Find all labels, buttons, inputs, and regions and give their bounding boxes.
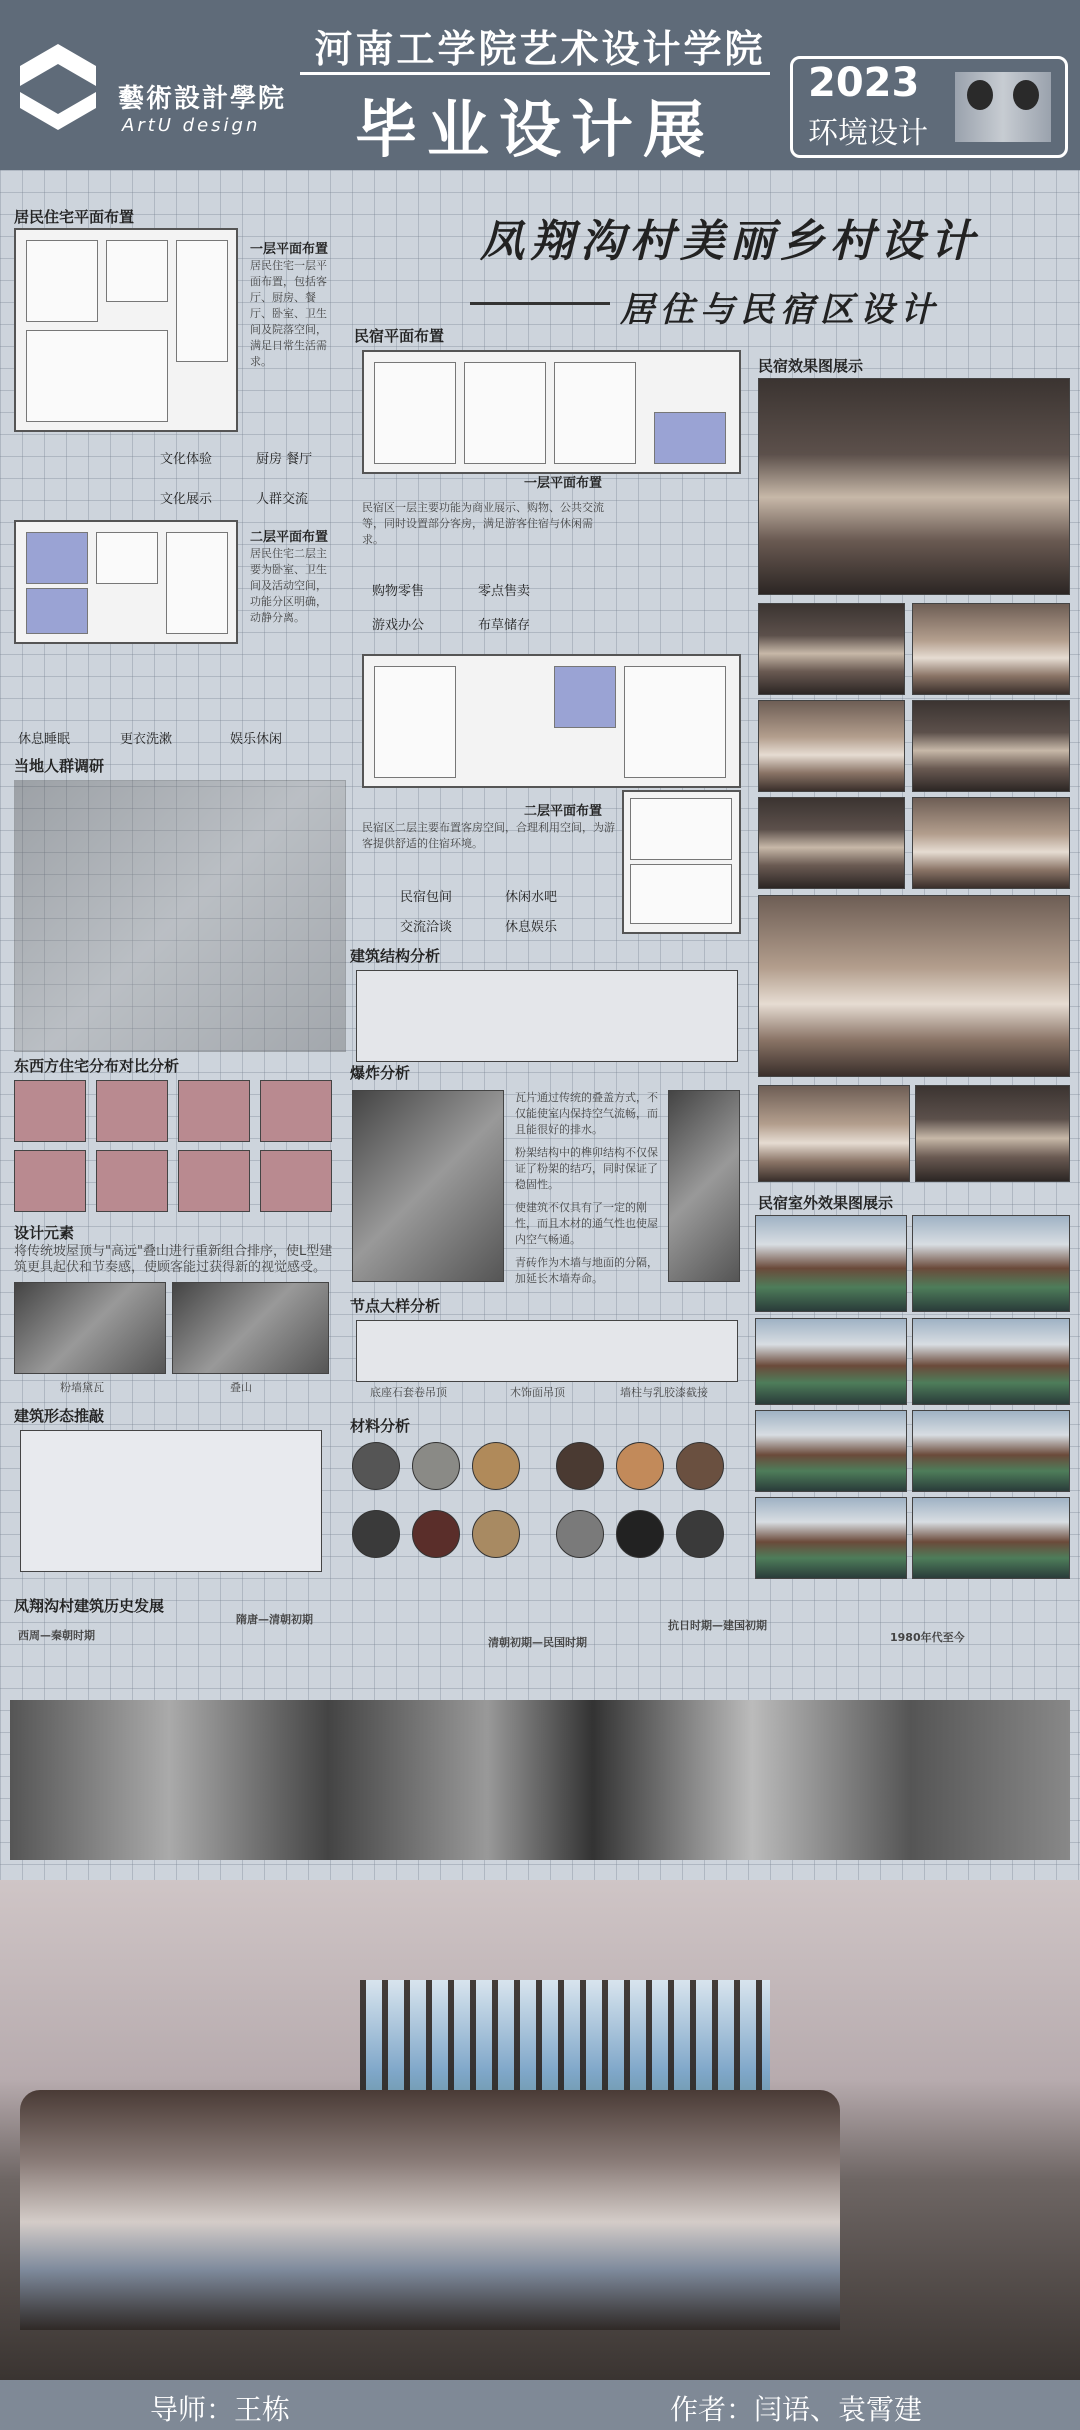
node-label-1: 底座石套卷吊顶 xyxy=(370,1386,447,1399)
residence-floor1-title: 一层平面布置 xyxy=(250,242,329,257)
outdoor-render-6 xyxy=(912,1410,1070,1492)
material-swatch-11 xyxy=(616,1510,664,1558)
outdoor-render-8 xyxy=(912,1497,1070,1579)
header-banner xyxy=(0,0,1080,170)
node-diagram xyxy=(356,1320,738,1382)
college-name: 藝術設計學院 xyxy=(118,84,287,114)
section-outdoor-render: 民宿室外效果图展示 xyxy=(758,1194,894,1212)
history-period-3: 清朝初期—民国时期 xyxy=(488,1636,587,1649)
residence-floor1-plan xyxy=(14,228,238,432)
homestay-floor1-title: 一层平面布置 xyxy=(524,476,603,491)
residence-floor2-text: 居民住宅二层主要为卧室、卫生间及活动空间，功能分区明确，动静分离。 xyxy=(250,547,327,624)
homestay-floor2-title: 二层平面布置 xyxy=(524,804,603,819)
explode-note-1: 瓦片通过传统的叠盖方式，不仅能使室内保持空气流畅，而且能很好的排水。 xyxy=(515,1091,658,1136)
survey-chart xyxy=(14,780,346,1052)
outdoor-render-7 xyxy=(755,1497,907,1579)
section-homestay-plan: 民宿平面布置 xyxy=(354,327,445,345)
map-4 xyxy=(260,1080,332,1142)
kitchen-icon: 厨房 餐厅 xyxy=(256,452,313,467)
map-8 xyxy=(260,1150,332,1212)
history-period-2: 隋唐—清朝初期 xyxy=(236,1613,313,1626)
section-history: 凤翔沟村建筑历史发展 xyxy=(14,1597,165,1615)
material-swatch-2 xyxy=(412,1442,460,1490)
form-diagram xyxy=(20,1430,322,1572)
year: 2023 xyxy=(808,60,920,106)
render-thumb-8 xyxy=(915,1085,1070,1182)
shopping-icon: 购物零售 xyxy=(372,584,425,599)
residence-floor2-title: 二层平面布置 xyxy=(250,530,329,545)
sleep-icon: 休息睡眠 xyxy=(18,732,71,747)
map-7 xyxy=(178,1150,250,1212)
history-period-5: 1980年代至今 xyxy=(890,1631,965,1644)
material-swatch-9 xyxy=(472,1510,520,1558)
authors-photo xyxy=(955,72,1051,142)
section-residence-plan: 居民住宅平面布置 xyxy=(14,208,135,226)
ink-mountain-image xyxy=(172,1282,329,1374)
authors: 作者：闫语、袁霄建 xyxy=(670,2393,923,2426)
project-subtitle: 居住与民宿区设计 xyxy=(620,290,940,330)
material-swatch-8 xyxy=(412,1510,460,1558)
meeting-icon: 交流洽谈 xyxy=(400,920,453,935)
school-title: 河南工学院艺术设计学院 xyxy=(314,27,766,71)
render-bedroom-2 xyxy=(758,895,1070,1077)
section-homestay-render: 民宿效果图展示 xyxy=(758,357,864,375)
hero-bed xyxy=(20,2090,840,2330)
material-swatch-5 xyxy=(616,1442,664,1490)
outdoor-render-4 xyxy=(912,1318,1070,1405)
map-6 xyxy=(96,1150,168,1212)
explode-note-3: 使建筑不仅具有了一定的刚性，而且木材的通气性也使屋内空气畅通。 xyxy=(515,1201,658,1246)
leisure-icon: 娱乐休闲 xyxy=(230,732,283,747)
render-thumb-1 xyxy=(758,603,905,695)
outdoor-render-3 xyxy=(755,1318,907,1405)
node-label-2: 木饰面吊顶 xyxy=(510,1386,565,1399)
retail-icon: 零点售卖 xyxy=(478,584,531,599)
outdoor-render-1 xyxy=(755,1215,907,1312)
ink-roof-image xyxy=(14,1282,166,1374)
college-logo xyxy=(18,42,98,132)
section-structure: 建筑结构分析 xyxy=(350,947,441,965)
section-design-elements: 设计元素 xyxy=(14,1224,75,1242)
title-dash xyxy=(470,302,610,305)
material-swatch-12 xyxy=(676,1510,724,1558)
material-swatch-7 xyxy=(352,1510,400,1558)
material-swatch-10 xyxy=(556,1510,604,1558)
render-bedroom-1 xyxy=(758,378,1070,595)
design-text: 将传统坡屋顶与"高远"叠山进行重新组合排序，使L型建筑更具起伏和节奏感，使顾客能过获得新的视觉感受。 xyxy=(14,1244,333,1275)
outdoor-render-5 xyxy=(755,1410,907,1492)
exhibition-title: 毕业设计展 xyxy=(354,93,715,166)
storage-icon: 布草储存 xyxy=(478,618,531,633)
people-exchange-icon: 人群交流 xyxy=(256,492,309,507)
section-explode: 爆炸分析 xyxy=(350,1064,411,1082)
culture-display-icon: 文化展示 xyxy=(160,492,213,507)
design-label-2: 叠山 xyxy=(230,1381,252,1394)
map-1 xyxy=(14,1080,86,1142)
history-period-1: 西周—秦朝时期 xyxy=(18,1629,95,1642)
structure-diagram xyxy=(356,970,738,1062)
section-material: 材料分析 xyxy=(350,1417,411,1435)
homestay-floor2-annex xyxy=(622,790,741,934)
map-5 xyxy=(14,1150,86,1212)
residence-floor2-plan xyxy=(14,520,238,644)
render-thumb-4 xyxy=(912,700,1070,792)
render-thumb-3 xyxy=(758,700,905,792)
design-label-1: 粉墙黛瓦 xyxy=(60,1381,104,1394)
material-swatch-6 xyxy=(676,1442,724,1490)
material-swatch-4 xyxy=(556,1442,604,1490)
homestay-floor1-plan xyxy=(362,350,741,474)
residence-floor1-text: 居民住宅一层平面布置，包括客厅、厨房、餐厅、卧室、卫生间及院落空间，满足日常生活需求。 xyxy=(250,259,327,368)
section-house-compare: 东西方住宅分布对比分析 xyxy=(14,1057,180,1075)
water-bar-icon: 休闲水吧 xyxy=(505,890,558,905)
office-icon: 游戏办公 xyxy=(372,618,425,633)
material-swatch-1 xyxy=(352,1442,400,1490)
explode-note-2: 粉架结构中的榫卯结构不仅保证了粉架的结巧，同时保证了稳固性。 xyxy=(515,1146,658,1191)
wash-icon: 更衣洗漱 xyxy=(120,732,173,747)
section-node: 节点大样分析 xyxy=(350,1297,441,1315)
render-thumb-5 xyxy=(758,797,905,889)
outdoor-render-2 xyxy=(912,1215,1070,1312)
explode-diagram xyxy=(352,1090,504,1282)
private-room-icon: 民宿包间 xyxy=(400,890,453,905)
material-swatch-3 xyxy=(472,1442,520,1490)
project-title: 凤翔沟村美丽乡村设计 xyxy=(480,216,980,267)
homestay-floor1-text: 民宿区一层主要功能为商业展示、购物、公共交流等，同时设置部分客房，满足游客住宿与休闲需求。 xyxy=(362,501,604,546)
map-2 xyxy=(96,1080,168,1142)
history-photo-strip xyxy=(10,1700,1070,1860)
homestay-floor2-plan xyxy=(362,654,741,788)
section-form-derivation: 建筑形态推敲 xyxy=(14,1407,105,1425)
college-name-en: ArtU design xyxy=(122,115,261,136)
render-thumb-6 xyxy=(912,797,1070,889)
history-period-4: 抗日时期—建国初期 xyxy=(668,1619,767,1632)
major: 环境设计 xyxy=(808,116,928,151)
explode-photos xyxy=(668,1090,740,1282)
node-label-3: 墙柱与乳胶漆截接 xyxy=(620,1386,708,1399)
render-thumb-2 xyxy=(912,603,1070,695)
rest-icon: 休息娱乐 xyxy=(505,920,558,935)
section-survey: 当地人群调研 xyxy=(14,757,105,775)
divider xyxy=(300,72,770,75)
homestay-floor2-text: 民宿区二层主要布置客房空间，合理利用空间，为游客提供舒适的住宿环境。 xyxy=(362,821,615,850)
render-thumb-7 xyxy=(758,1085,910,1182)
culture-experience-icon: 文化体验 xyxy=(160,452,213,467)
map-3 xyxy=(178,1080,250,1142)
explode-note-4: 青砖作为木墙与地面的分隔，加延长木墙寿命。 xyxy=(515,1256,658,1285)
advisor: 导师：王栋 xyxy=(150,2393,291,2426)
